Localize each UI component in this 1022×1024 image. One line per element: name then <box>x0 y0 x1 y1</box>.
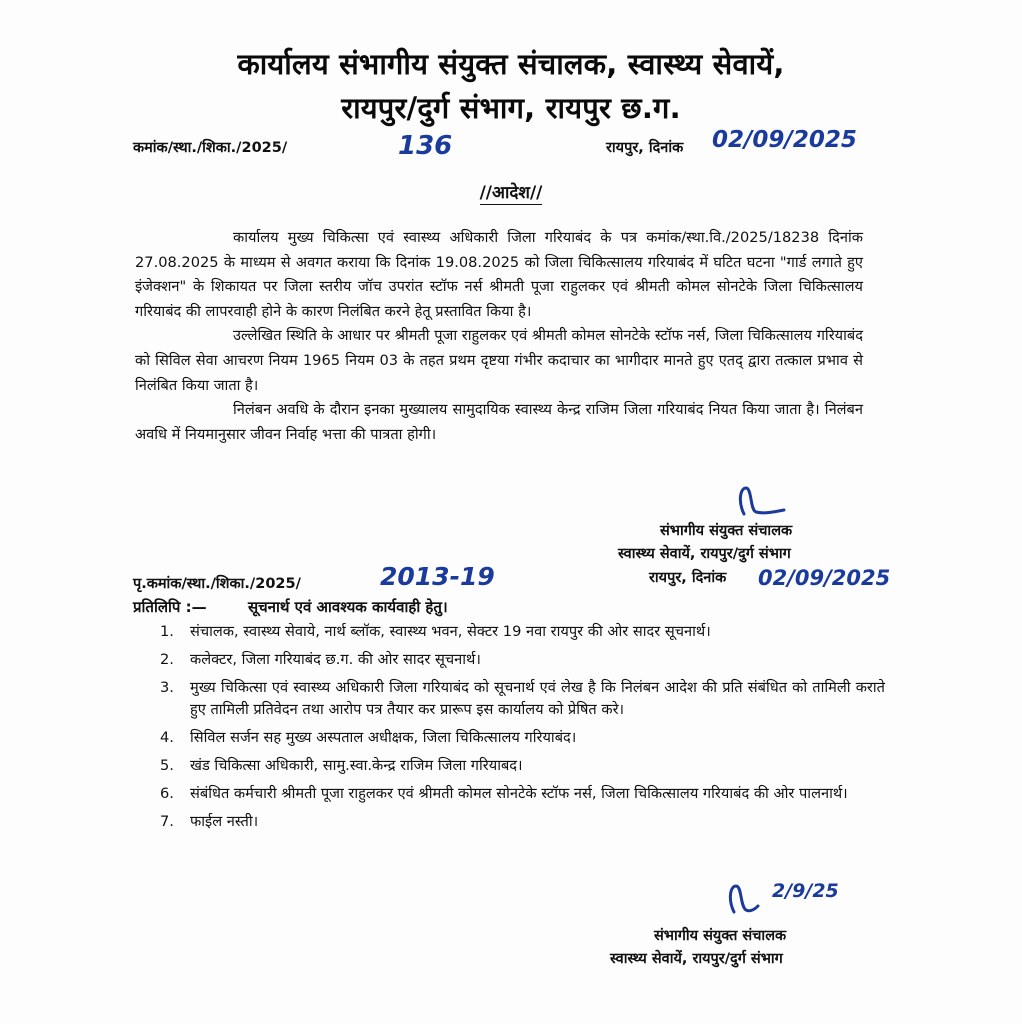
reference-number-label: कमांक/स्था./शिका./2025/ <box>133 140 288 156</box>
endorsement-place-date-label: रायपुर, दिनांक <box>649 570 727 586</box>
list-item-text: सिविल सर्जन सह मुख्य अस्पताल अधीक्षक, जिला चिकित्सालय गरियाबंद। <box>190 729 577 746</box>
list-item <box>160 727 885 749</box>
signature-1-office: स्वास्थ्य सेवायें, रायपुर/दुर्ग संभाग <box>618 546 791 562</box>
list-item-text: खंड चिकित्सा अधिकारी, सामु.स्वा.केन्द्र राजिम जिला गरियाबद। <box>190 757 523 774</box>
signature-2-mark <box>722 880 762 920</box>
order-heading <box>0 180 1022 203</box>
list-item-number: 7. <box>160 813 174 830</box>
order-paragraph-1: कार्यालय मुख्य चिकित्सा एवं स्वास्थ्य अधिकारी जिला गरियाबंद के पत्र कमांक/स्था.वि./2025/18238 दिनांक 27.08.2025 के माध्यम से अवगत कराया कि दिनांक 19.08.2025 को जिला चिकित्सालय गरियाबंद में घटित घटना "गार्ड लगाते हुए इंजेक्शन" के शिकायत पर जिला स्तरीय जॉच उपरांत स्टॉफ नर्स श्रीमती पूजा राहुलकर एवं श्रीमती कोमल सोनटेके जिला चिकित्सालय गरियाबंद की लापरवाही होने के कारण निलंबित करने हेतू प्रस्तावित किया है। <box>135 229 863 320</box>
list-item-text: संबंधित कर्मचारी श्रीमती पूजा राहुलकर एवं श्रीमती कोमल सोनटेके स्टॉफ नर्स, जिला चिकित्सालय गरियाबंद की ओर पालनार्थ। <box>190 785 848 802</box>
list-item-number: 5. <box>160 757 174 774</box>
list-item <box>160 649 885 671</box>
order-heading-text: //आदेश// <box>479 183 543 203</box>
copy-recipient-list <box>160 621 885 839</box>
reference-place-date-label: रायपुर, दिनांक <box>606 140 684 156</box>
list-item-number: 3. <box>160 679 174 696</box>
office-title-line1: कार्यालय संभागीय संयुक्त संचालक, स्वास्थ्य सेवायें, <box>237 47 785 81</box>
handwritten-endorsement-date: 02/09/2025 <box>758 566 891 590</box>
list-item-text: संचालक, स्वास्थ्य सेवाये, नार्थ ब्लॉक, स्वास्थ्य भवन, सेक्टर 19 नवा रायपुर की ओर सादर सूचनार्थ। <box>190 623 711 640</box>
order-paragraph-3: निलंबन अवधि के दौरान इनका मुख्यालय सामुदायिक स्वास्थ्य केन्द्र राजिम जिला गरियाबंद नियत किया जाता है। निलंबन अवधि में नियमानुसार जीवन निर्वाह भत्ता की पात्रता होगी। <box>135 401 863 443</box>
copy-purpose: सूचनार्थ एवं आवश्यक कार्यवाही हेतु। <box>248 598 448 616</box>
list-item-number: 1. <box>160 623 174 640</box>
signature-2-office: स्वास्थ्य सेवायें, रायपुर/दुर्ग संभाग <box>610 951 783 967</box>
list-item <box>160 755 885 777</box>
handwritten-endorsement-number: 2013-19 <box>380 562 495 591</box>
list-item-text: कलेक्टर, जिला गरियाबंद छ.ग. की ओर सादर सूचनार्थ। <box>190 651 481 668</box>
list-item <box>160 811 885 833</box>
handwritten-signature-2-date: 2/9/25 <box>772 880 839 902</box>
list-item-number: 6. <box>160 785 174 802</box>
list-item-text: मुख्य चिकित्सा एवं स्वास्थ्य अधिकारी जिला गरियाबंद को सूचनार्थ एवं लेख है कि निलंबन आदेश की प्रति संबंधित को तामिली कराते हुए तामिली प्रतिवेदन तथा आरोप पत्र तैयार कर प्रारूप इस कार्यालय को प्रेषित करे। <box>190 679 885 718</box>
signature-1-designation: संभागीय संयुक्त संचालक <box>660 523 793 539</box>
office-title-line2: रायपुर/दुर्ग संभाग, रायपुर छ.ग. <box>341 91 681 125</box>
signature-1-mark <box>730 482 790 522</box>
list-item-number: 4. <box>160 729 174 746</box>
list-item <box>160 621 885 643</box>
handwritten-reference-number: 136 <box>398 131 453 161</box>
list-item <box>160 783 885 805</box>
copy-label: प्रतिलिपि :— <box>133 598 207 616</box>
order-body <box>135 226 863 447</box>
order-paragraph-2: उल्लेखित स्थिति के आधार पर श्रीमती पूजा राहुलकर एवं श्रीमती कोमल सोनटेके स्टॉफ नर्स, जिला चिकित्सालय गरियाबंद को सिविल सेवा आचरण नियम 1965 नियम 03 के तहत प्रथम दृष्टया गंभीर कदाचार का भागीदार मानते हुए एतद् द्वारा तत्काल प्रभाव से निलंबित किया जाता है। <box>135 327 863 394</box>
list-item-text: फाईल नस्ती। <box>190 813 259 830</box>
list-item <box>160 677 885 721</box>
handwritten-reference-date: 02/09/2025 <box>712 127 857 153</box>
list-item-number: 2. <box>160 651 174 668</box>
signature-2-designation: संभागीय संयुक्त संचालक <box>654 928 787 944</box>
endorsement-number-label: पृ.कमांक/स्था./शिका./2025/ <box>133 576 301 592</box>
